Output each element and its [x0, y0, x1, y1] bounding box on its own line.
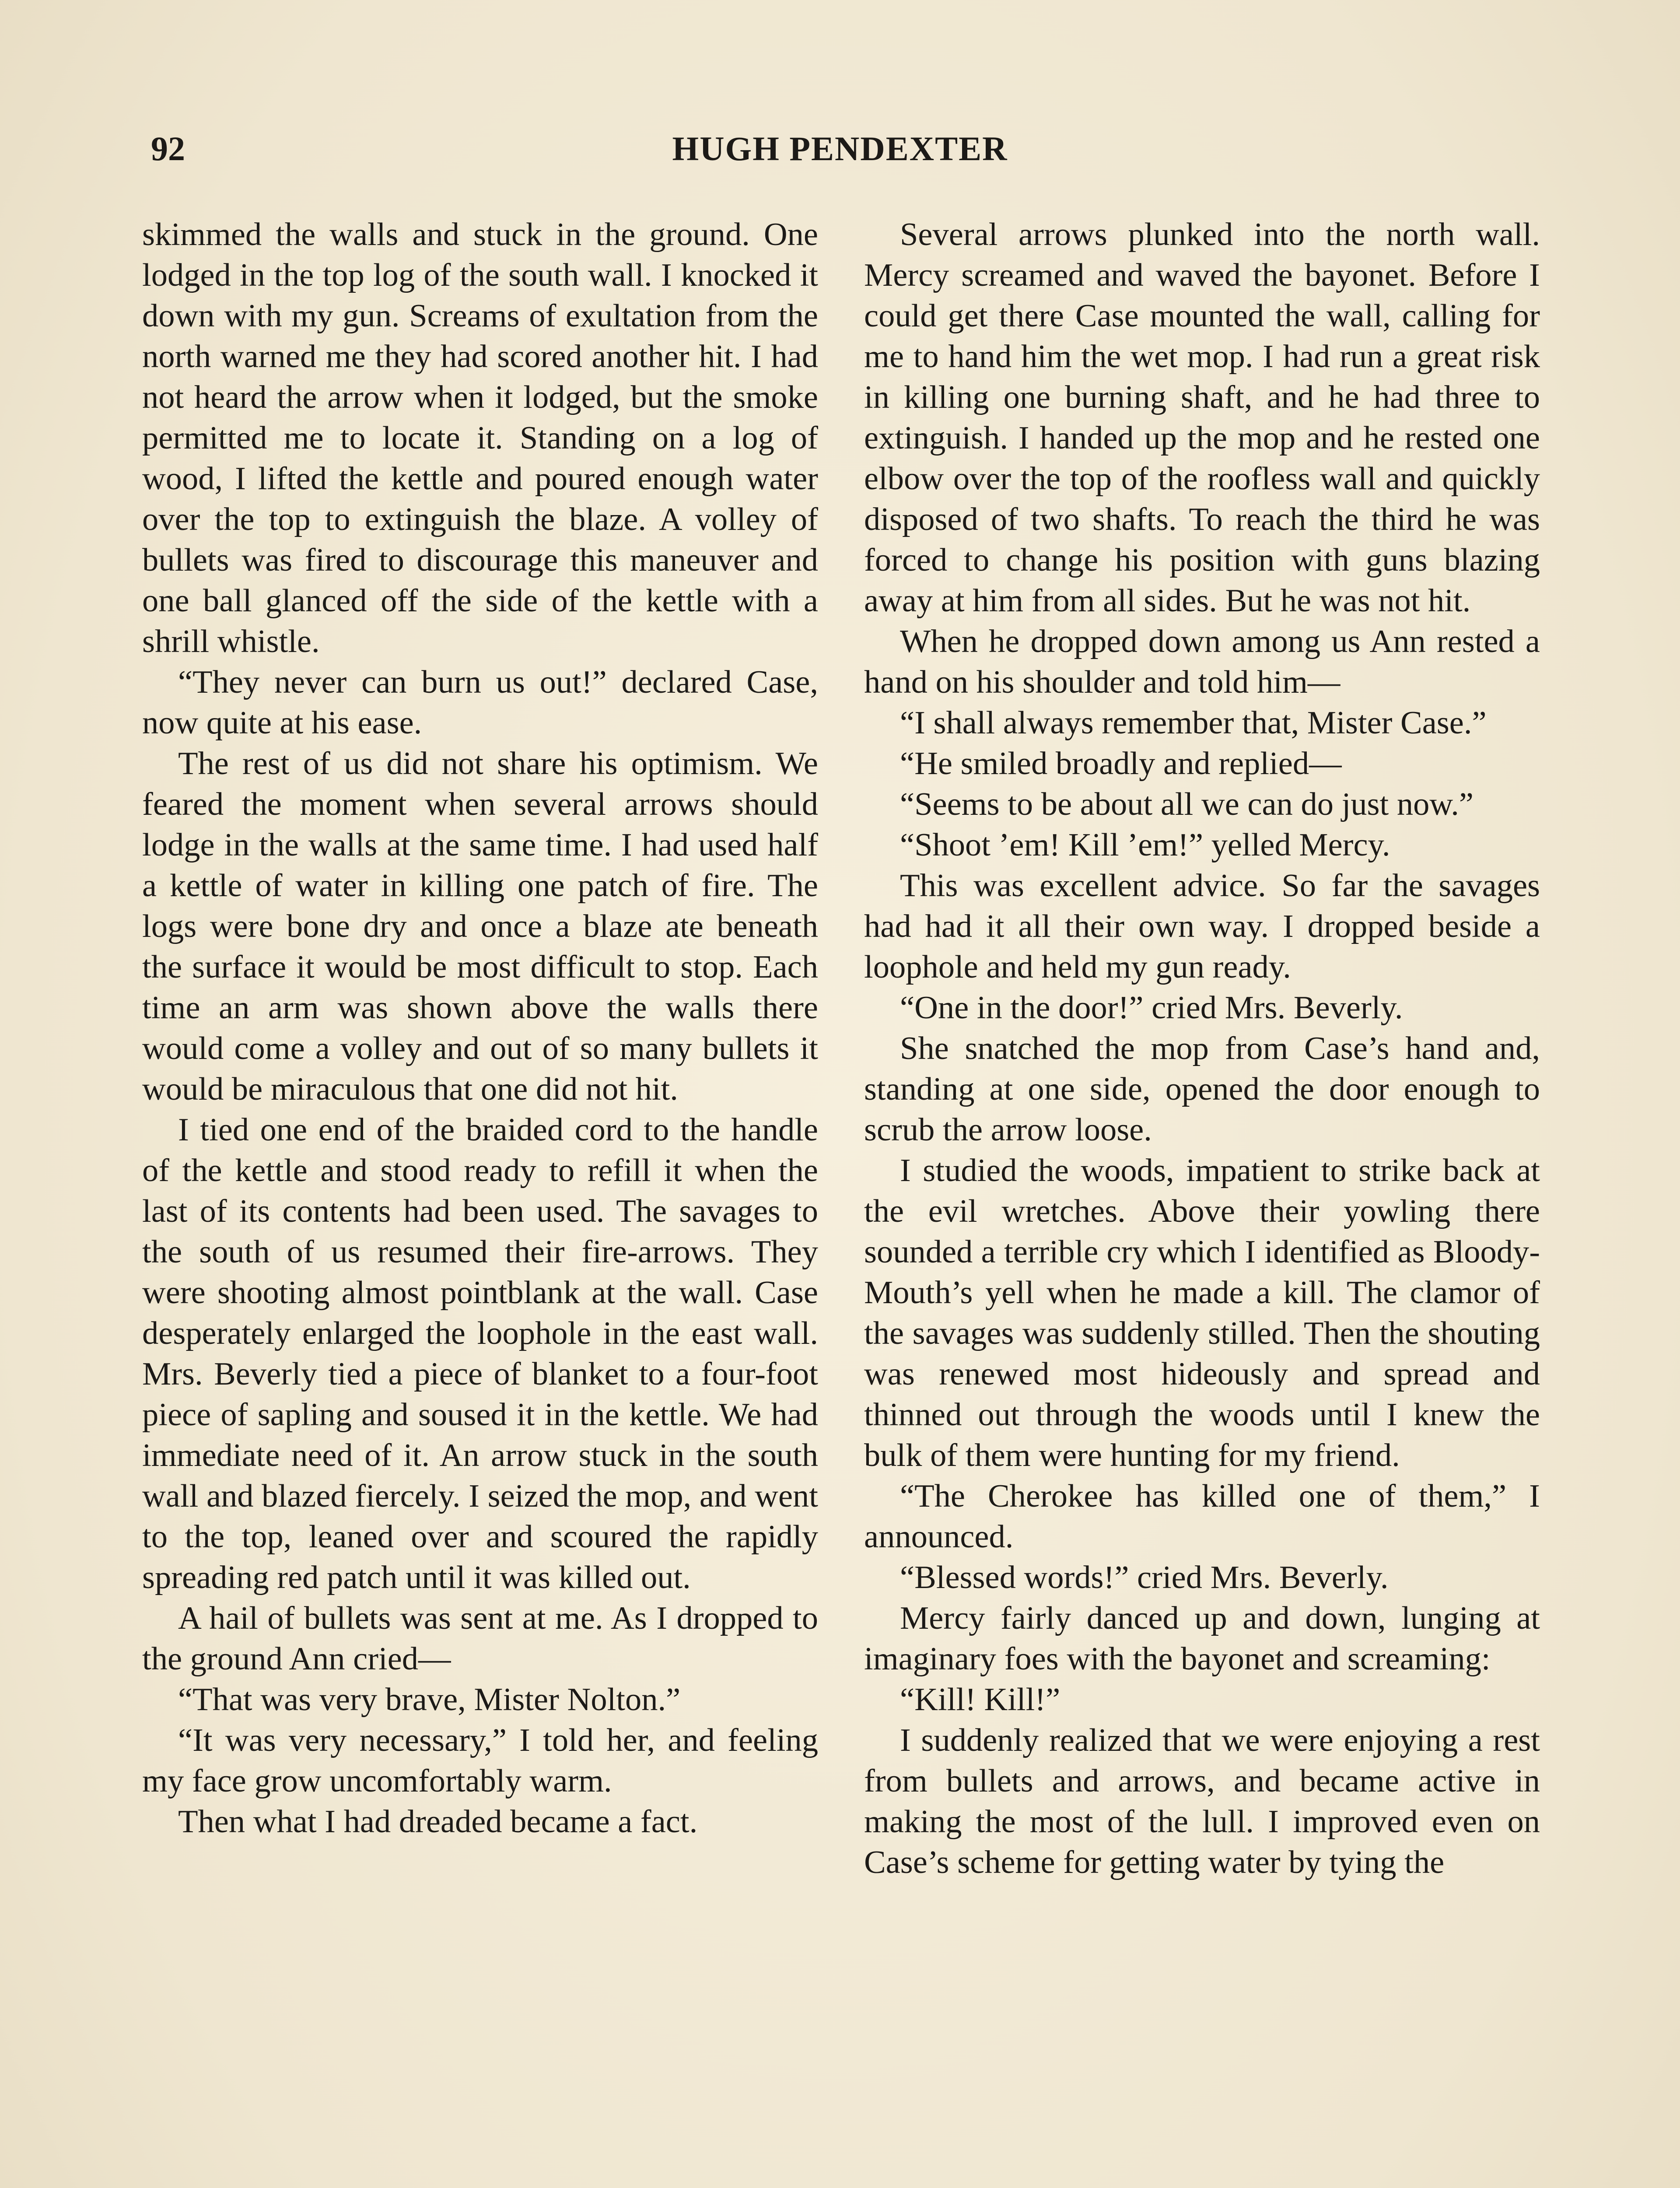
paragraph: “The Cherokee has killed one of them,” I announced. — [864, 1478, 1540, 1555]
paragraph: Several arrows plunked into the north wall. Mercy screamed and waved the bayonet. Before I could get there Case mounted the wall, calling for me to hand him the wet mop. I had run a great risk in killing one burning shaft, and he had three to extinguish. I handed up the mop and he rested one elbow over the top of the roofless wall and quickly disposed of two shafts. To reach the third he was forced to change his position with guns blazing away at him from all sides. But he was not hit. — [864, 217, 1540, 619]
paragraph: She snatched the mop from Case’s hand and, standing at one side, opened the door enough to scrub the arrow loose. — [864, 1031, 1540, 1148]
paragraph: skimmed the walls and stuck in the ground. One lodged in the top log of the south wall. I knocked it down with my gun. Screams of exultation from the north warned me they had scored another hit. I had not heard the arrow when it lodged, but the smoke permitted me to locate it. Standing on a log of wood, I lifted the kettle and poured enough water over the top to extinguish the blaze. A volley of bullets was fired to discourage this maneuver and one ball glanced off the side of the kettle with a shrill whistle. — [142, 217, 818, 659]
paragraph: “Shoot ’em! Kill ’em!” yelled Mercy. — [900, 827, 1390, 863]
paragraph: Mercy fairly danced up and down, lunging at imaginary foes with the bayonet and screaming: — [864, 1600, 1540, 1677]
paragraph: “They never can burn us out!” declared Case, now quite at his ease. — [142, 664, 818, 741]
paragraph: I studied the woods, impatient to strike back at the evil wretches. Above their yowling there sounded a terrible cry which I identified as Bloody-Mouth’s yell when he made a kill. The clamor of the savages was suddenly stilled. Then the shouting was renewed most hideously and spread and thinned out through the woods until I knew the bulk of them were hunting for my friend. — [864, 1153, 1540, 1473]
paragraph: “Kill! Kill!” — [900, 1682, 1060, 1718]
page-number: 92 — [151, 130, 185, 168]
running-head — [151, 125, 1529, 173]
paragraph: “He smiled broadly and replied— — [900, 746, 1342, 782]
paragraph: “I shall always remember that, Mister Case.” — [900, 705, 1487, 741]
paragraph: The rest of us did not share his optimism. We feared the moment when several arrows should lodge in the walls at the same time. I had used half a kettle of water in killing one patch of fire. The logs were bone dry and once a blaze ate beneath the surface it would be most difficult to stop. Each time an arm was shown above the walls there would come a volley and out of so many bullets it would be miraculous that one did not hit. — [142, 746, 818, 1107]
paragraph: When he dropped down among us Ann rested a hand on his shoulder and told him— — [864, 624, 1540, 700]
paragraph: A hail of bullets was sent at me. As I dropped to the ground Ann cried— — [142, 1600, 818, 1677]
paragraph: “It was very necessary,” I told her, and feeling my face grow uncomfortably warm. — [142, 1722, 818, 1799]
paragraph: “That was very brave, Mister Nolton.” — [178, 1682, 681, 1718]
paragraph: Then what I had dreaded became a fact. — [178, 1804, 698, 1840]
paragraph: “One in the door!” cried Mrs. Beverly. — [900, 990, 1403, 1026]
left-column — [142, 214, 818, 1842]
running-title: HUGH PENDEXTER — [672, 130, 1008, 168]
paragraph: “Blessed words!” cried Mrs. Beverly. — [900, 1560, 1389, 1595]
paragraph: This was excellent advice. So far the savages had had it all their own way. I dropped beside a loophole and held my gun ready. — [864, 868, 1540, 985]
right-column — [864, 214, 1540, 1883]
paragraph: I suddenly realized that we were enjoying a rest from bullets and arrows, and became active in making the most of the lull. I improved even on Case’s scheme for getting water by tying the — [864, 1722, 1540, 1880]
paragraph: “Seems to be about all we can do just now.” — [900, 786, 1474, 822]
paragraph: I tied one end of the braided cord to the handle of the kettle and stood ready to refill it when the last of its contents had been used. The savages to the south of us resumed their fire-arrows. They were shooting almost pointblank at the wall. Case desperately enlarged the loophole in the east wall. Mrs. Beverly tied a piece of blanket to a four-foot piece of sapling and soused it in the kettle. We had immediate need of it. An arrow stuck in the south wall and blazed fiercely. I seized the mop, and went to the top, leaned over and scoured the rapidly spreading red patch until it was killed out. — [142, 1112, 818, 1595]
